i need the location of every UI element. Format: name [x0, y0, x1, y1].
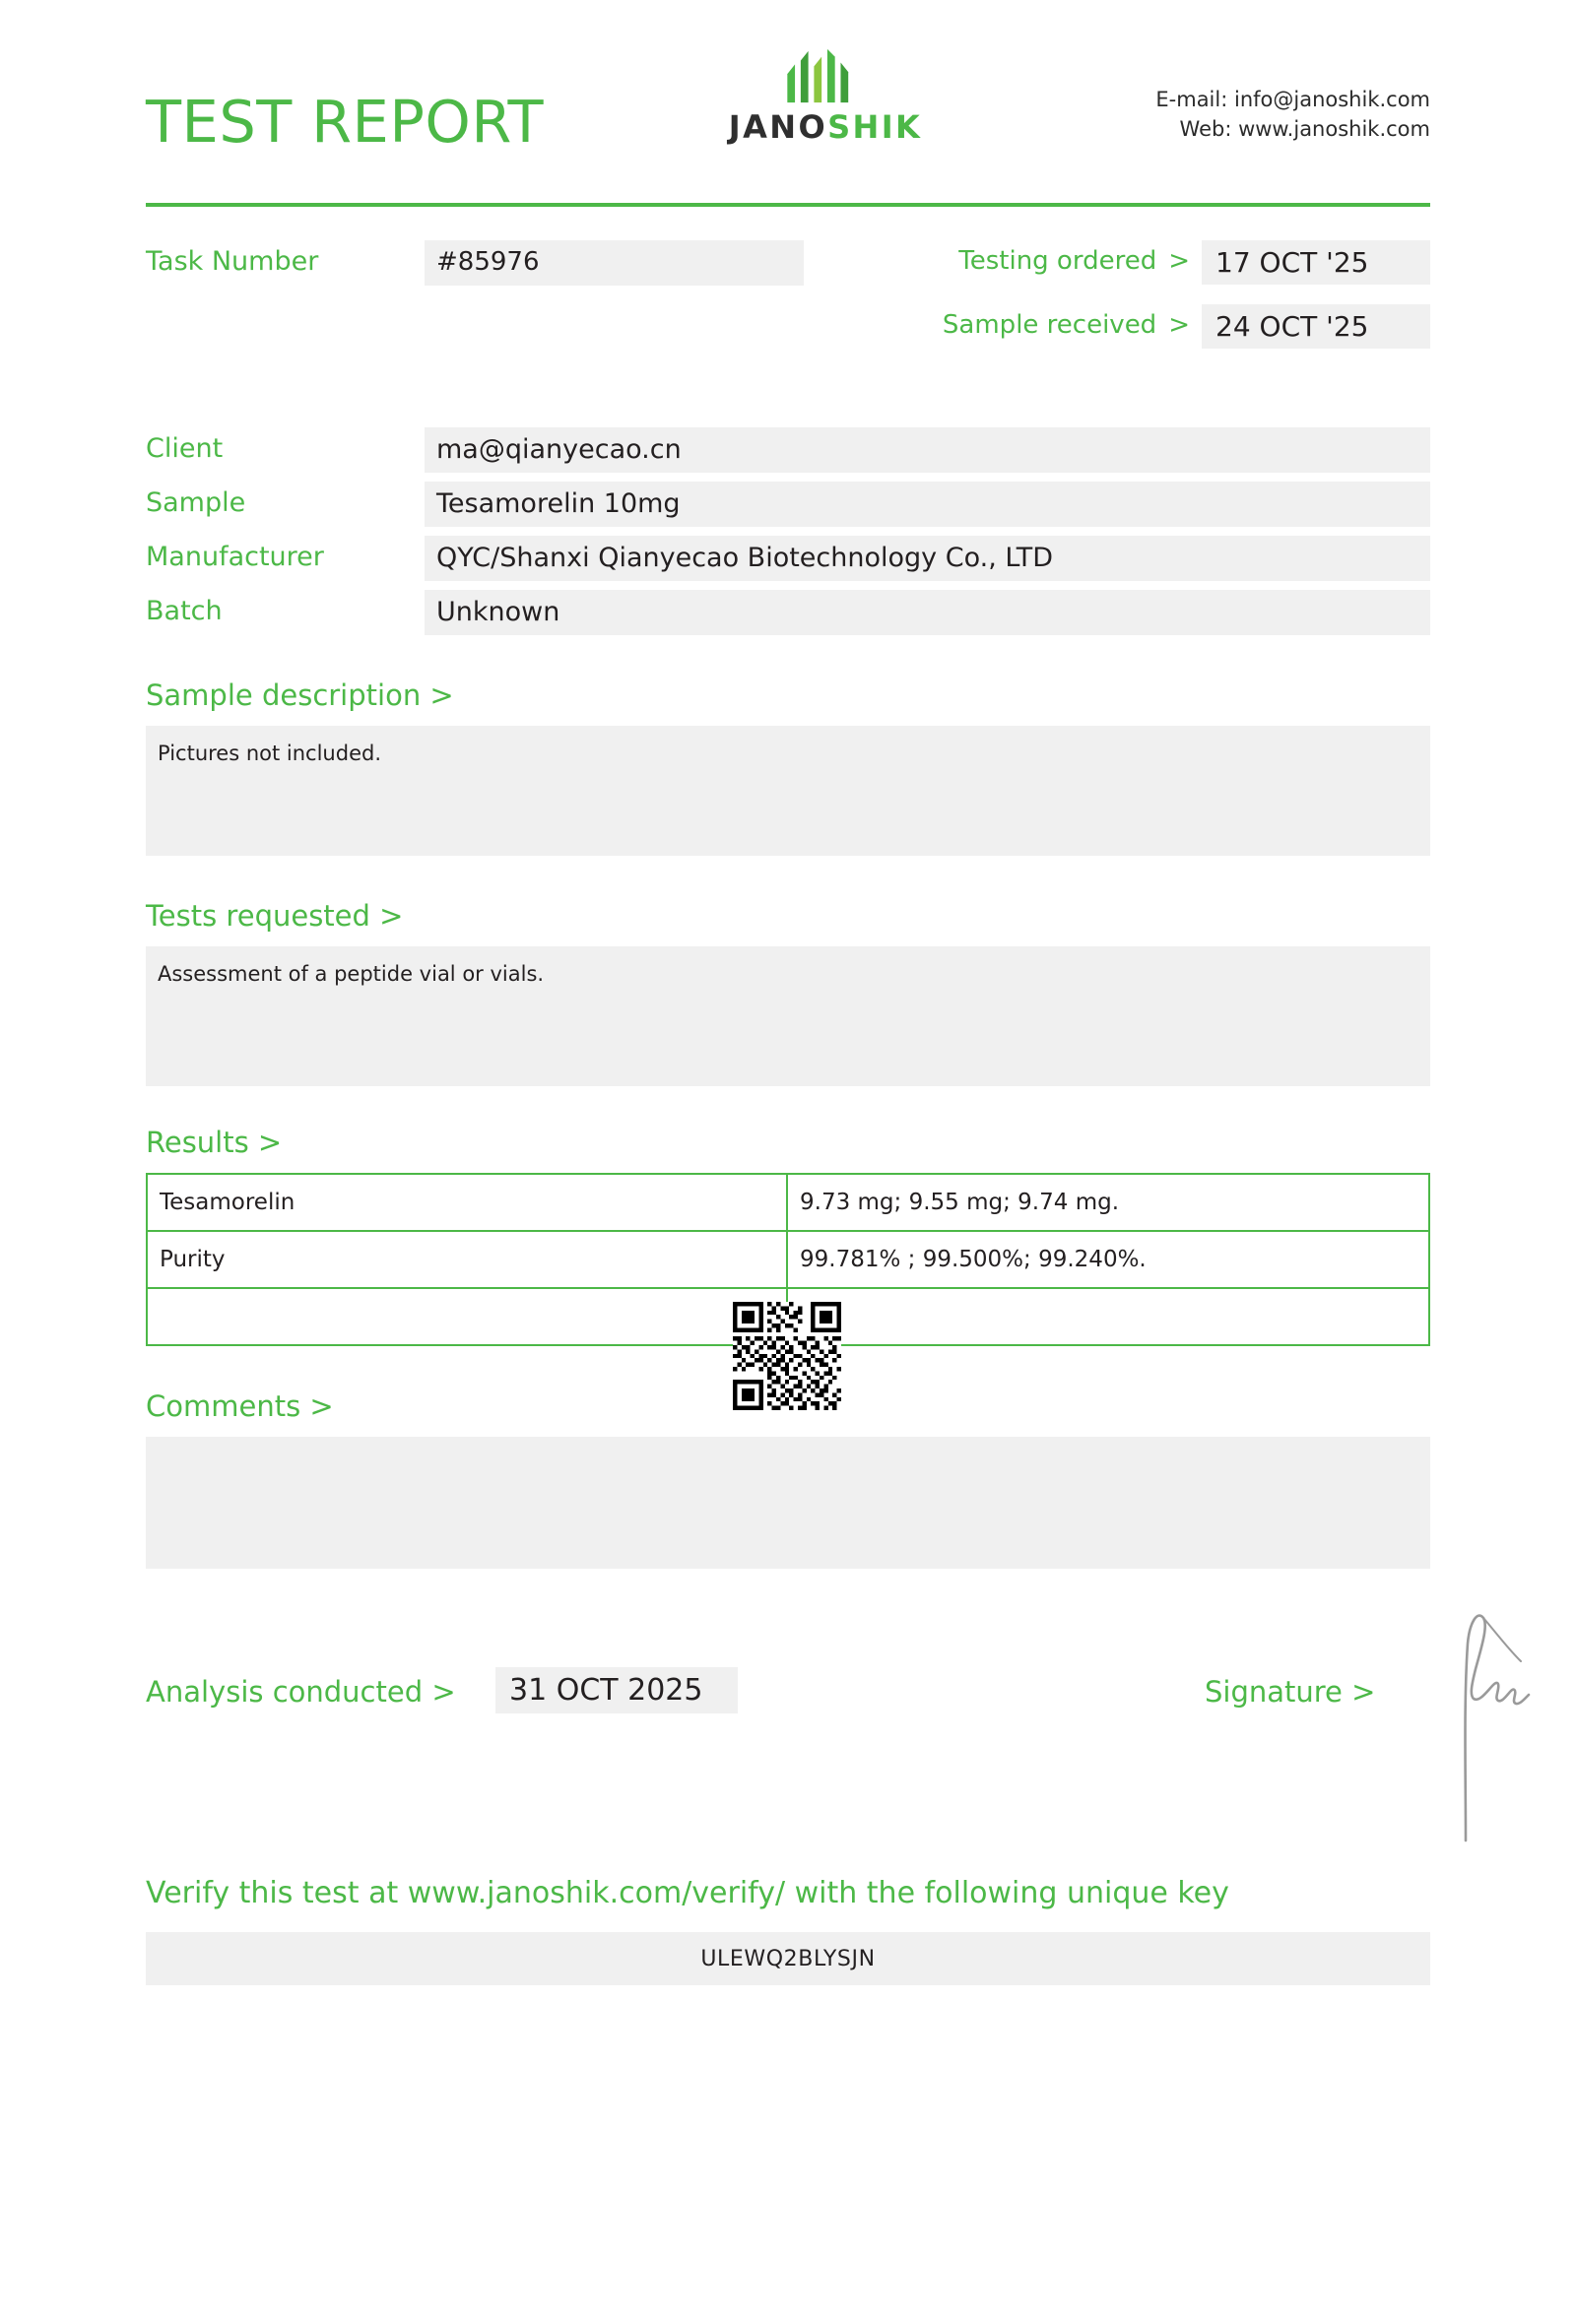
header-divider	[146, 203, 1430, 207]
qr-code-icon	[733, 1302, 841, 1410]
info-row-sample	[146, 482, 1430, 527]
contact-info	[1155, 85, 1430, 145]
analysis-conducted-label: Analysis conducted >	[146, 1675, 456, 1709]
logo-wordmark	[697, 108, 953, 146]
results-row-value: 9.73 mg; 9.55 mg; 9.74 mg.	[787, 1174, 1429, 1231]
task-number-label: Task Number	[146, 246, 319, 277]
info-label-sample: Sample	[146, 487, 246, 518]
info-row-manufacturer	[146, 536, 1430, 581]
report-header	[146, 0, 1430, 187]
results-row-name: Purity	[147, 1231, 787, 1288]
signature-label: Signature >	[1205, 1675, 1376, 1709]
sample-received-caret: >	[1168, 310, 1190, 340]
info-row-client	[146, 427, 1430, 473]
contact-web: Web: www.janoshik.com	[1179, 117, 1430, 142]
sample-received-row	[879, 304, 1430, 349]
signature-icon	[1426, 1604, 1564, 1850]
janoshik-logo	[697, 47, 953, 146]
task-row	[146, 240, 1430, 358]
logo-wordmark-green: SHIK	[827, 108, 923, 146]
results-row-value: 99.781% ; 99.500%; 99.240%.	[787, 1231, 1429, 1288]
info-value-manufacturer: QYC/Shanxi Qianyecao Biotechnology Co., LTD	[425, 536, 1430, 581]
info-value-batch: Unknown	[425, 590, 1430, 635]
task-number-value: #85976	[425, 240, 804, 286]
sample-received-label: Sample received	[942, 310, 1157, 340]
testing-ordered-row	[879, 240, 1430, 285]
analysis-conducted-date: 31 OCT 2025	[495, 1667, 738, 1713]
date-block	[879, 240, 1430, 368]
contact-email: E-mail: info@janoshik.com	[1155, 88, 1430, 111]
testing-ordered-value: 17 OCT '25	[1202, 240, 1430, 285]
table-row	[147, 1174, 1429, 1231]
info-value-sample: Tesamorelin 10mg	[425, 482, 1430, 527]
info-row-batch	[146, 590, 1430, 635]
sample-received-value: 24 OCT '25	[1202, 304, 1430, 349]
comments-title: Comments >	[146, 1389, 334, 1423]
results-row-value	[787, 1288, 1429, 1345]
info-label-batch: Batch	[146, 596, 223, 626]
results-row-name	[147, 1288, 787, 1345]
info-label-client: Client	[146, 433, 224, 464]
results-title: Results >	[146, 1126, 283, 1159]
info-label-manufacturer: Manufacturer	[146, 542, 324, 572]
results-row-name: Tesamorelin	[147, 1174, 787, 1231]
logo-wordmark-dark: JANO	[728, 108, 828, 146]
testing-ordered-caret: >	[1168, 246, 1190, 276]
tests-requested-box: Assessment of a peptide vial or vials.	[146, 946, 1430, 1086]
verify-key: ULEWQ2BLYSJN	[146, 1932, 1430, 1985]
analysis-row	[146, 1663, 1430, 1850]
sample-description-title: Sample description >	[146, 678, 454, 712]
tests-requested-title: Tests requested >	[146, 899, 404, 933]
logo-mark-icon	[768, 47, 883, 104]
table-row	[147, 1231, 1429, 1288]
info-table	[146, 427, 1430, 635]
comments-box	[146, 1437, 1430, 1569]
info-value-client: ma@qianyecao.cn	[425, 427, 1430, 473]
page-title: TEST REPORT	[146, 87, 545, 156]
verify-text: Verify this test at www.janoshik.com/verify/ with the following unique key	[146, 1876, 1229, 1910]
sample-description-box: Pictures not included.	[146, 726, 1430, 856]
testing-ordered-label: Testing ordered	[958, 246, 1157, 276]
